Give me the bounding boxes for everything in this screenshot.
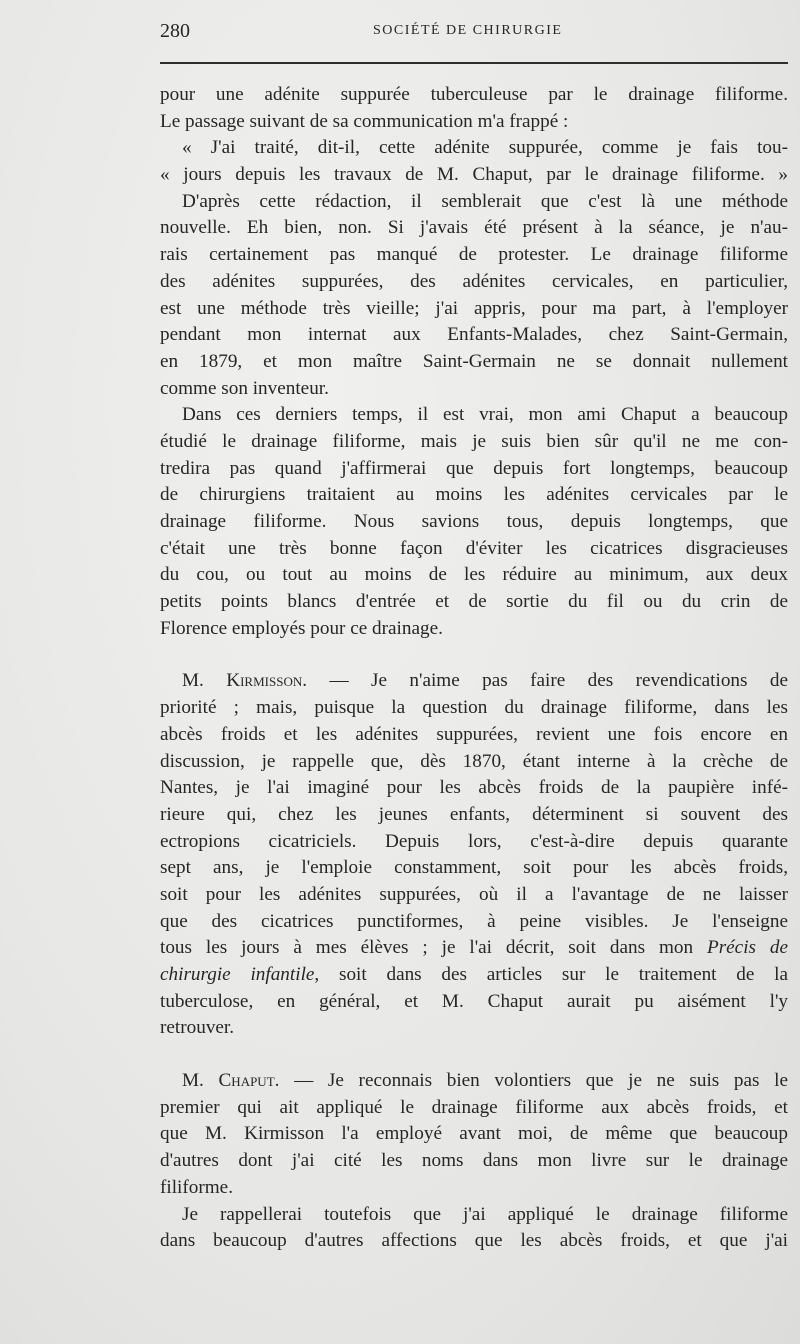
book-title: chirurgie infantile: [160, 964, 315, 985]
text-line: tuberculose, en général, et M. Chaput aurait pu aisément l'y: [160, 990, 788, 1012]
book-title: Précis de: [706, 937, 788, 959]
text-line: comme son inventeur.: [160, 377, 329, 399]
speaker-paragraph-kirmisson: [160, 668, 788, 1042]
paragraph-gap: [160, 1042, 788, 1068]
text-line: c'était une très bonne façon d'éviter les cicatrices disgracieuses: [160, 537, 788, 559]
text-line: que des cicatrices punctiformes, à peine visibles. Je l'enseigne: [160, 910, 788, 932]
text-line: que M. Kirmisson l'a employé avant moi, de même que beaucoup: [160, 1123, 788, 1145]
text-line: pendant mon internat aux Enfants-Malades, chez Saint-Germain,: [160, 324, 788, 346]
speaker-name: M. Chaput.: [182, 1070, 280, 1092]
page-number: 280: [160, 20, 190, 42]
running-head: SOCIÉTÉ DE CHIRURGIE: [373, 23, 563, 38]
text-line: dans beaucoup d'autres affections que les abcès froids, et que j'ai: [160, 1230, 788, 1252]
text-line: tredira pas quand j'affirmerai que depuis fort longtemps, beaucoup: [160, 457, 788, 479]
text-line: chirurgie infantile, soit dans des articles sur le traitement de la: [160, 964, 788, 985]
text-line: D'après cette rédaction, il semblerait que c'est là une méthode: [182, 190, 788, 212]
text-line: d'autres dont j'ai cité les noms dans mon livre sur le drainage: [160, 1150, 788, 1172]
text-line: « jours depuis les travaux de M. Chaput, par le drainage filiforme. »: [160, 164, 788, 186]
text-line: soit pour les adénites suppurées, où il a l'avantage de ne laisser: [160, 883, 788, 905]
text-line: « J'ai traité, dit-il, cette adénite suppurée, comme je fais tou-: [182, 137, 788, 159]
text-line: abcès froids et les adénites suppurées, revient une fois encore en: [160, 723, 788, 745]
text-line: priorité ; mais, puisque la question du drainage filiforme, dans les: [160, 697, 788, 719]
text-line: rais certainement pas manqué de protester. Le drainage filiforme: [160, 244, 788, 266]
text-line: discussion, je rappelle que, dès 1870, étant interne à la crèche de: [160, 750, 788, 772]
quotation: [160, 135, 788, 188]
text-line: pour une adénite suppurée tuberculeuse par le drainage filiforme.: [160, 84, 788, 105]
text-line: Florence employés pour ce drainage.: [160, 617, 443, 639]
text-line: est une méthode très vieille; j'ai appris, pour ma part, à l'employer: [160, 297, 788, 319]
text-line: filiforme.: [160, 1176, 233, 1198]
text-line: étudié le drainage filiforme, mais je suis bien sûr qu'il ne me con-: [160, 430, 788, 452]
text-line: petits points blancs d'entrée et de sortie du fil ou du crin de: [160, 591, 788, 613]
text-line: sept ans, je l'emploie constamment, soit pour les abcès froids,: [160, 857, 788, 879]
text-line: Je rappellerai toutefois que j'ai appliqué le drainage filiforme: [182, 1203, 788, 1225]
paragraph: [160, 1202, 788, 1255]
text-line: Le passage suivant de sa communication m'a frappé :: [160, 110, 569, 132]
paragraph: [160, 402, 788, 642]
text-line: M. Kirmisson. — Je n'aime pas faire des revendications de: [182, 670, 788, 692]
paragraph: [160, 189, 788, 403]
page-body: [160, 82, 788, 1255]
text-line: M. Chaput. — Je reconnais bien volontiers que je ne suis pas le: [182, 1070, 788, 1092]
page-header: [160, 20, 788, 44]
text-line: nouvelle. Eh bien, non. Si j'avais été présent à la séance, je n'au-: [160, 217, 788, 239]
text-line: rieure qui, chez les jeunes enfants, déterminent si souvent des: [160, 803, 788, 825]
text-line: Dans ces derniers temps, il est vrai, mon ami Chaput a beaucoup: [182, 404, 788, 426]
text-line: en 1879, et mon maître Saint-Germain ne se donnait nullement: [160, 350, 788, 372]
text-line: de chirurgiens traitaient au moins les adénites cervicales par le: [160, 484, 788, 506]
text-line: des adénites suppurées, des adénites cervicales, en particulier,: [160, 270, 788, 292]
speaker-name: M. Kirmisson.: [182, 670, 308, 692]
paragraph-gap: [160, 642, 788, 668]
text-line: drainage filiforme. Nous savions tous, depuis longtemps, que: [160, 511, 788, 532]
text-line: tous les jours à mes élèves ; je l'ai décrit, soit dans mon Précis de: [160, 937, 788, 959]
text-line: retrouver.: [160, 1017, 235, 1039]
text-line: premier qui ait appliqué le drainage filiforme aux abcès froids, et: [160, 1096, 788, 1118]
paragraph: [160, 82, 788, 135]
speaker-paragraph-chaput: [160, 1068, 788, 1201]
text-line: ectropions cicatriciels. Depuis lors, c'est-à-dire depuis quarante: [160, 830, 788, 852]
text-line: du cou, ou tout au moins de les réduire au minimum, aux deux: [160, 564, 788, 586]
header-rule: [160, 62, 788, 64]
text-line: Nantes, je l'ai imaginé pour les abcès froids de la paupière infé-: [160, 777, 788, 799]
